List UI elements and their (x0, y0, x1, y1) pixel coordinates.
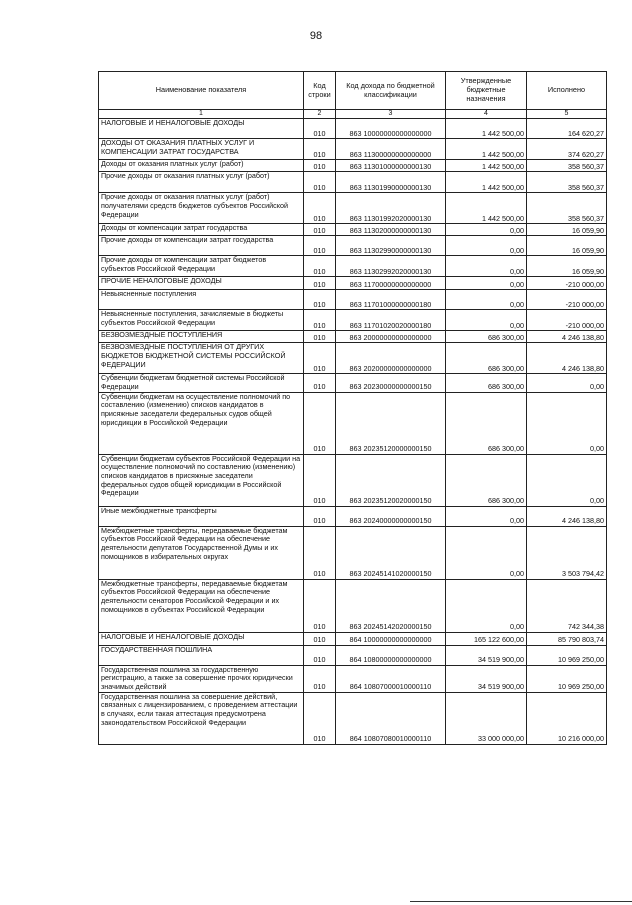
table-row (99, 692, 607, 744)
row-line-code: 010 (304, 119, 336, 139)
row-executed-amount: -210 000,00 (527, 310, 607, 331)
row-approved-amount: 686 300,00 (446, 331, 527, 343)
row-executed-amount: 374 620,27 (527, 139, 607, 160)
row-income-code: 863 20200000000000000 (336, 343, 446, 374)
row-approved-amount: 33 000 000,00 (446, 692, 527, 744)
table-row (99, 256, 607, 277)
row-line-code: 010 (304, 277, 336, 290)
row-executed-amount: 16 059,90 (527, 236, 607, 256)
row-name: Иные межбюджетные трансферты (99, 506, 304, 526)
row-name: Субвенции бюджетам на осуществление полномочий по составлению (изменению) списков кандидатов в присяжные заседатели федеральных судов общей юрисдикции в Российской Федерации (99, 392, 304, 454)
row-income-code: 864 10807000010000110 (336, 665, 446, 692)
row-name: Доходы от оказания платных услуг (работ) (99, 160, 304, 172)
table-row (99, 224, 607, 236)
row-income-code: 863 11700000000000000 (336, 277, 446, 290)
row-income-code: 863 20240000000000150 (336, 506, 446, 526)
row-line-code: 010 (304, 236, 336, 256)
row-executed-amount: 0,00 (527, 374, 607, 392)
row-income-code: 863 11301990000000130 (336, 172, 446, 193)
table-row (99, 277, 607, 290)
column-number: 4 (446, 110, 527, 119)
column-number: 5 (527, 110, 607, 119)
row-line-code: 010 (304, 172, 336, 193)
row-name: ГОСУДАРСТВЕННАЯ ПОШЛИНА (99, 645, 304, 665)
row-approved-amount: 0,00 (446, 310, 527, 331)
row-name: НАЛОГОВЫЕ И НЕНАЛОГОВЫЕ ДОХОДЫ (99, 632, 304, 645)
row-approved-amount: 0,00 (446, 224, 527, 236)
header-name: Наименование показателя (99, 72, 304, 110)
row-name: Прочие доходы от оказания платных услуг (работ) (99, 172, 304, 193)
table-row (99, 119, 607, 139)
row-executed-amount: 358 560,37 (527, 160, 607, 172)
header-code: Код строки (304, 72, 336, 110)
table-row (99, 579, 607, 632)
column-number: 2 (304, 110, 336, 119)
row-approved-amount: 0,00 (446, 579, 527, 632)
row-income-code: 863 11302990000000130 (336, 236, 446, 256)
row-approved-amount: 0,00 (446, 277, 527, 290)
table-row (99, 392, 607, 454)
row-income-code: 864 10800000000000000 (336, 645, 446, 665)
row-income-code: 863 20235120000000150 (336, 392, 446, 454)
row-approved-amount: 34 519 900,00 (446, 645, 527, 665)
row-income-code: 863 11301992020000130 (336, 193, 446, 224)
row-income-code: 863 11701020020000180 (336, 310, 446, 331)
row-executed-amount: 4 246 138,80 (527, 343, 607, 374)
row-approved-amount: 0,00 (446, 290, 527, 310)
row-executed-amount: 85 790 803,74 (527, 632, 607, 645)
table-header-row (99, 72, 607, 110)
row-income-code: 863 20230000000000150 (336, 374, 446, 392)
row-income-code: 863 20245141020000150 (336, 526, 446, 579)
row-approved-amount: 1 442 500,00 (446, 119, 527, 139)
row-name: Межбюджетные трансферты, передаваемые бюджетам субъектов Российской Федерации на обеспечение деятельности депутатов Государственной Думы и их помощников в избирательных округах (99, 526, 304, 579)
row-name: Прочие доходы от компенсации затрат бюджетов субъектов Российской Федерации (99, 256, 304, 277)
row-approved-amount: 0,00 (446, 506, 527, 526)
row-executed-amount: 358 560,37 (527, 172, 607, 193)
table-row (99, 310, 607, 331)
row-line-code: 010 (304, 139, 336, 160)
table-row (99, 139, 607, 160)
row-line-code: 010 (304, 506, 336, 526)
row-income-code: 863 20245142020000150 (336, 579, 446, 632)
row-name: Субвенции бюджетам бюджетной системы Российской Федерации (99, 374, 304, 392)
row-name: Невыясненные поступления, зачисляемые в бюджеты субъектов Российской Федерации (99, 310, 304, 331)
row-line-code: 010 (304, 526, 336, 579)
row-approved-amount: 1 442 500,00 (446, 160, 527, 172)
row-executed-amount: -210 000,00 (527, 277, 607, 290)
row-income-code: 863 11701000000000180 (336, 290, 446, 310)
row-approved-amount: 686 300,00 (446, 454, 527, 506)
row-line-code: 010 (304, 256, 336, 277)
row-name: ДОХОДЫ ОТ ОКАЗАНИЯ ПЛАТНЫХ УСЛУГ И КОМПЕНСАЦИИ ЗАТРАТ ГОСУДАРСТВА (99, 139, 304, 160)
table-row (99, 290, 607, 310)
table-row (99, 645, 607, 665)
table-row (99, 632, 607, 645)
row-line-code: 010 (304, 193, 336, 224)
row-line-code: 010 (304, 310, 336, 331)
table-row (99, 193, 607, 224)
row-approved-amount: 1 442 500,00 (446, 172, 527, 193)
row-income-code: 863 11302992020000130 (336, 256, 446, 277)
row-approved-amount: 686 300,00 (446, 374, 527, 392)
row-line-code: 010 (304, 331, 336, 343)
header-executed: Исполнено (527, 72, 607, 110)
row-approved-amount: 1 442 500,00 (446, 193, 527, 224)
row-line-code: 010 (304, 224, 336, 236)
row-executed-amount: 4 246 138,80 (527, 506, 607, 526)
table-row (99, 454, 607, 506)
table-row (99, 331, 607, 343)
row-name: Прочие доходы от компенсации затрат государства (99, 236, 304, 256)
row-executed-amount: 10 969 250,00 (527, 665, 607, 692)
row-executed-amount: 10 969 250,00 (527, 645, 607, 665)
row-line-code: 010 (304, 645, 336, 665)
row-line-code: 010 (304, 392, 336, 454)
row-income-code: 864 10000000000000000 (336, 632, 446, 645)
bottom-rule (410, 901, 632, 902)
row-name: БЕЗВОЗМЕЗДНЫЕ ПОСТУПЛЕНИЯ (99, 331, 304, 343)
row-name: Прочие доходы от оказания платных услуг (работ) получателями средств бюджетов субъектов Российской Федерации (99, 193, 304, 224)
row-line-code: 010 (304, 632, 336, 645)
row-line-code: 010 (304, 579, 336, 632)
row-executed-amount: 0,00 (527, 392, 607, 454)
row-name: НАЛОГОВЫЕ И НЕНАЛОГОВЫЕ ДОХОДЫ (99, 119, 304, 139)
row-income-code: 863 11301000000000130 (336, 160, 446, 172)
row-line-code: 010 (304, 160, 336, 172)
row-line-code: 010 (304, 692, 336, 744)
row-executed-amount: 0,00 (527, 454, 607, 506)
page-number: 98 (309, 30, 323, 42)
row-executed-amount: 16 059,90 (527, 224, 607, 236)
row-executed-amount: 3 503 794,42 (527, 526, 607, 579)
row-line-code: 010 (304, 665, 336, 692)
row-approved-amount: 0,00 (446, 526, 527, 579)
row-line-code: 010 (304, 454, 336, 506)
row-executed-amount: 742 344,38 (527, 579, 607, 632)
row-approved-amount: 0,00 (446, 256, 527, 277)
row-income-code: 863 20000000000000000 (336, 331, 446, 343)
row-name: Государственная пошлина за совершение действий, связанных с лицензированием, с проведением аттестации в случаях, если такая аттестация предусмотрена законодательством Российской Федерации (99, 692, 304, 744)
row-line-code: 010 (304, 343, 336, 374)
table-row (99, 172, 607, 193)
row-line-code: 010 (304, 374, 336, 392)
row-approved-amount: 686 300,00 (446, 392, 527, 454)
table-row (99, 665, 607, 692)
row-approved-amount: 0,00 (446, 236, 527, 256)
row-approved-amount: 686 300,00 (446, 343, 527, 374)
row-income-code: 864 10807080010000110 (336, 692, 446, 744)
row-executed-amount: 16 059,90 (527, 256, 607, 277)
row-name: Государственная пошлина за государственную регистрацию, а также за совершение прочих юридически значимых действий (99, 665, 304, 692)
row-income-code: 863 11300000000000000 (336, 139, 446, 160)
row-name: Невыясненные поступления (99, 290, 304, 310)
row-name: ПРОЧИЕ НЕНАЛОГОВЫЕ ДОХОДЫ (99, 277, 304, 290)
row-income-code: 863 10000000000000000 (336, 119, 446, 139)
table-row (99, 236, 607, 256)
row-name: БЕЗВОЗМЕЗДНЫЕ ПОСТУПЛЕНИЯ ОТ ДРУГИХ БЮДЖЕТОВ БЮДЖЕТНОЙ СИСТЕМЫ РОССИЙСКОЙ ФЕДЕРАЦИИ (99, 343, 304, 374)
row-executed-amount: -210 000,00 (527, 290, 607, 310)
row-name: Межбюджетные трансферты, передаваемые бюджетам субъектов Российской Федерации на обеспечение деятельности сенаторов Российской Федерации и их помощников в субъектах Российской Федерации (99, 579, 304, 632)
column-number: 3 (336, 110, 446, 119)
table-row (99, 526, 607, 579)
row-approved-amount: 1 442 500,00 (446, 139, 527, 160)
row-income-code: 863 11302000000000130 (336, 224, 446, 236)
row-approved-amount: 165 122 600,00 (446, 632, 527, 645)
row-executed-amount: 4 246 138,80 (527, 331, 607, 343)
row-executed-amount: 358 560,37 (527, 193, 607, 224)
row-name: Субвенции бюджетам субъектов Российской Федерации на осуществление полномочий по составлению (изменению) списков кандидатов в присяжные заседатели федеральных судов общей юрисдикции в Российской Федерации (99, 454, 304, 506)
row-executed-amount: 164 620,27 (527, 119, 607, 139)
row-line-code: 010 (304, 290, 336, 310)
header-approved: Утвержденные бюджетные назначения (446, 72, 527, 110)
table-row (99, 506, 607, 526)
table-row (99, 343, 607, 374)
row-income-code: 863 20235120020000150 (336, 454, 446, 506)
header-income-code: Код дохода по бюджетной классификации (336, 72, 446, 110)
budget-execution-table (98, 71, 607, 745)
row-executed-amount: 10 216 000,00 (527, 692, 607, 744)
table-row (99, 374, 607, 392)
row-approved-amount: 34 519 900,00 (446, 665, 527, 692)
table-row (99, 160, 607, 172)
row-name: Доходы от компенсации затрат государства (99, 224, 304, 236)
column-number: 1 (99, 110, 304, 119)
